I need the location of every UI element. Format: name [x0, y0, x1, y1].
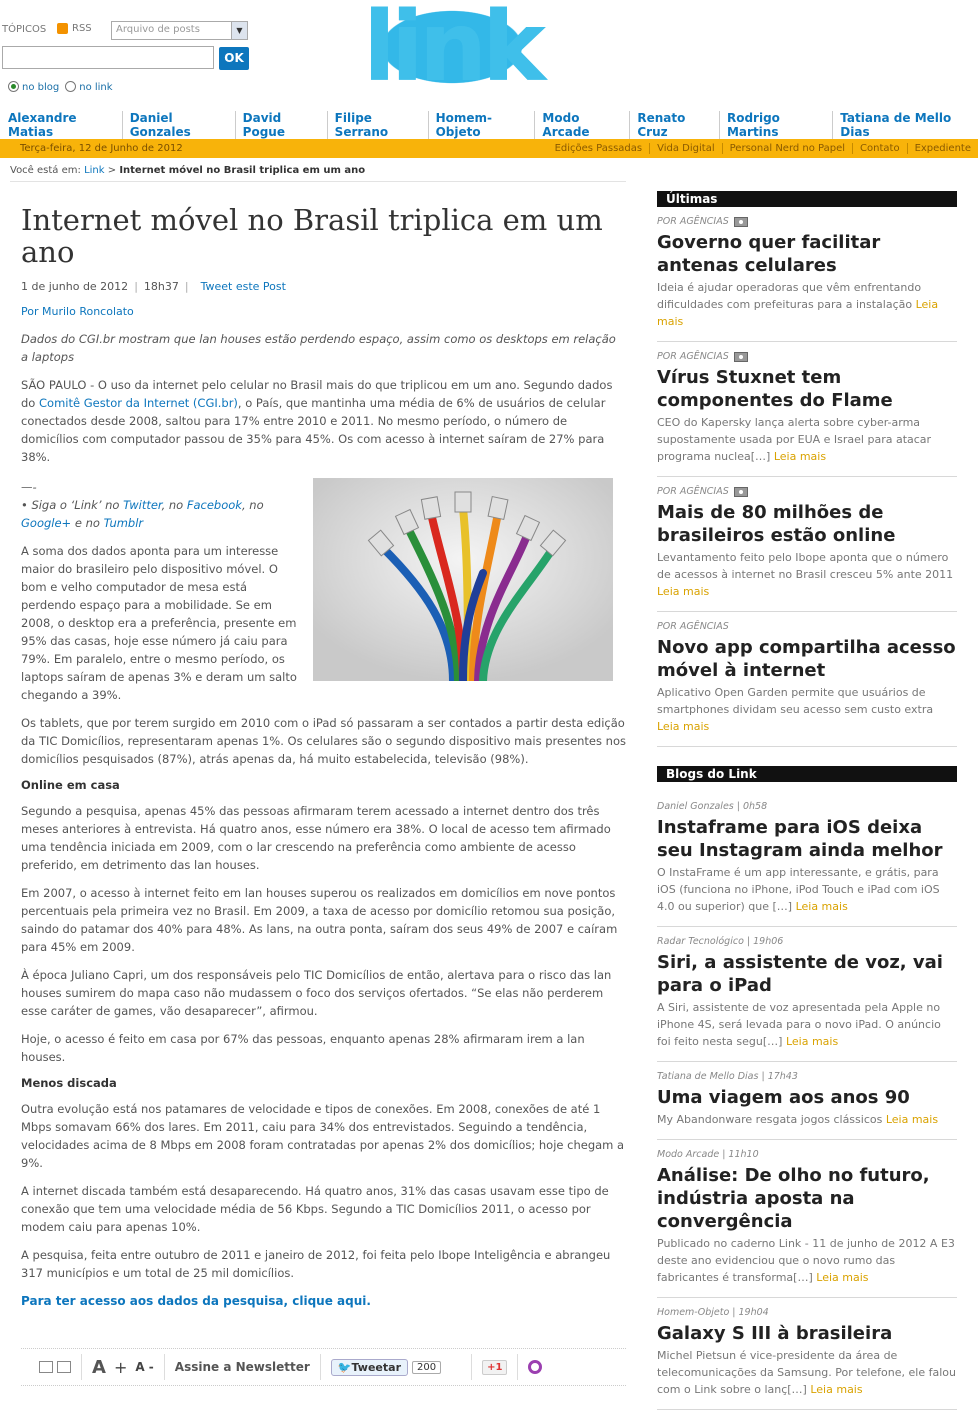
item-description-text: CEO do Kapersky lança alerta sobre cyber-arma supostamente usada por EUA e Israel para atacar programa nuclea[…]	[657, 416, 932, 463]
nav-item[interactable]: Modo Arcade	[534, 111, 629, 139]
tumblr-link[interactable]: Tumblr	[103, 516, 144, 530]
latest-heading: Últimas	[657, 191, 957, 207]
radio-no-blog[interactable]: no blog	[8, 81, 59, 93]
read-more-link[interactable]: Leia mais	[795, 900, 848, 913]
body-with-image	[21, 478, 626, 704]
item-description-text: A Siri, assistente de voz apresentada pela Apple no iPhone 4S, será levada para o novo iPad. O anúncio foi feito nesta segu[…]	[657, 1001, 941, 1048]
rss-link[interactable]: RSS	[57, 23, 92, 34]
paragraph: Em 2007, o acesso à internet feito em lan houses superou os realizados em domicílios em nove pontos percentuais pela primeira vez no Brasil. Em 2009, a taxa de acesso por domicílio retomou sua posição, saindo do patamar dos 40% para 48%. As lans, na outra ponta, saíram dos seus 49% de 2007 e caíram para 45% em 2009.	[21, 886, 618, 954]
item-source-text: Modo Arcade | 11h10	[657, 1149, 759, 1160]
item-description	[657, 279, 957, 330]
page-title: Internet móvel no Brasil triplica em um ano	[21, 203, 603, 269]
paragraph: Segundo a pesquisa, apenas 45% das pessoas afirmaram terem acessado a internet dentro dos três meses anteriores à entrevista. Há quatro anos, esse número era 38%. O local de acesso tem afirmado uma tendência iniciada em 2009, com o lar crescendo na preferência como ambiente de acesso preferido, em detrimento das lan houses.	[21, 804, 611, 872]
item-title[interactable]: Novo app compartilha acesso móvel à internet	[657, 637, 956, 681]
font-decrease-button[interactable]: A -	[135, 1360, 154, 1374]
item-description-text: My Abandonware resgata jogos clássicos	[657, 1113, 883, 1126]
nav-item[interactable]: Tatiana de Mello Dias	[832, 111, 978, 139]
read-more-link[interactable]: Leia mais	[785, 1035, 839, 1048]
item-source	[657, 1307, 957, 1318]
facebook-link[interactable]: Facebook	[186, 498, 242, 512]
search-ok-button[interactable]: OK	[219, 47, 249, 70]
plus-icon[interactable]: +	[113, 1357, 128, 1377]
item-description	[657, 999, 957, 1050]
item-source-text: Radar Tecnológico | 19h06	[657, 936, 784, 947]
paragraph: A soma dos dados aponta para um interesse maior do brasileiro pelo dispositivo móvel. O bom e velho computador de mesa está perdendo espaço para a mobilidade. Se em 2008, o desktop era a preferência, presente em 95% das casas, hoje esse número já caiu para 79%. Em paralelo, entre o mesmo período, os laptops saíram de apenas 3% e deram um salto chegando a 39%.	[21, 544, 297, 702]
survey-data-link[interactable]: Para ter acesso aos dados da pesquisa, clique aqui.	[21, 1294, 371, 1308]
paragraph: Outra evolução está nos patamares de velocidade e tipos de conexões. Em 2008, conexões de até 1 Mbps somavam 66% dos lares. Em 2011, caiu para 34% dos entrevistados. Seguindo a tendência, velocidades acima de 8 Mbps em 2008 foram contratadas por apenas 2% dos domicílios; hoje chegam a 9%.	[21, 1102, 625, 1170]
item-description-text: Levantamento feito pelo Ibope aponta que o número de acessos à internet no Brasil cresceu 5% ante 2011	[657, 551, 954, 581]
item-source	[657, 621, 957, 632]
item-title[interactable]: Uma viagem aos anos 90	[657, 1087, 910, 1108]
blog-nav	[0, 111, 978, 139]
article-lead: Dados do CGI.br mostram que lan houses estão perdendo espaço, assim como os desktops em relação a laptops	[21, 332, 616, 364]
paragraph: SÃO PAULO - O uso da internet pelo celular no Brasil mais do que triplicou em um ano. Segundo dados do Comitê Gestor da Internet (CGI.br), o País, que mantinha uma média de 6% de usuários de celular conectados desde 2008, saltou para 17% entre 2010 e 2011. No mesmo período, o número de domicílios com computador passou de 35% para 45%. Os com acesso à internet saíram de 27% para 38%.	[21, 378, 613, 464]
item-source-text: POR AGÊNCIAS	[657, 216, 729, 227]
archive-select[interactable]: Arquivo de posts ▼	[111, 21, 248, 40]
paragraph: Hoje, o acesso é feito em casa por 67% das pessoas, enquanto apenas 28% afirmaram irem a lan houses.	[21, 1032, 585, 1064]
item-source-text: POR AGÊNCIAS	[657, 351, 729, 362]
breadcrumb-link[interactable]: Link	[84, 165, 105, 176]
read-more-link[interactable]: Leia mais	[810, 1383, 863, 1396]
item-description-text: Publicado no caderno Link - 11 de junho de 2012 A E3 deste ano evidenciou que o novo rumo das fabricantes é transforma[…]	[657, 1237, 955, 1284]
item-source	[657, 486, 957, 497]
item-source	[657, 351, 957, 362]
item-description-text: Aplicativo Open Garden permite que usuários de smartphones dividam seu acesso sem custo extra	[657, 686, 934, 716]
search-scope	[8, 81, 113, 93]
date-bar	[0, 139, 978, 158]
nav-item[interactable]: Daniel Gonzales	[122, 111, 235, 139]
item-source	[657, 936, 957, 947]
read-more-link[interactable]: Leia mais	[816, 1271, 869, 1284]
paragraph: Os tablets, que por terem surgido em 2010 com o iPad só passaram a ser contados a partir desta edição da TIC Domicílios, representaram apenas 1%. Os celulares são o segundo dispositivo mais presentes nos domicílios pesquisados (87%), atrás apenas da, há muito estabelecida, televisão (98%).	[21, 716, 626, 766]
read-more-link[interactable]: Leia mais	[657, 298, 939, 328]
item-source-text: Tatiana de Mello Dias | 17h43	[657, 1071, 798, 1082]
sidebar-item	[657, 1298, 957, 1410]
topics-link[interactable]: TÓPICOS	[2, 24, 47, 35]
paragraph: A pesquisa, feita entre outubro de 2011 e janeiro de 2012, foi feita pelo Ibope Inteligência e abrangeu 317 municípios e um total de 25 mil domicílios.	[21, 1248, 611, 1280]
newsletter-link[interactable]: Assine a Newsletter	[174, 1360, 310, 1374]
blogs-list	[657, 792, 957, 1410]
top-link[interactable]: Contato	[852, 143, 907, 154]
google-plus-link[interactable]: Google+	[21, 516, 72, 530]
breadcrumb-current: Internet móvel no Brasil triplica em um ano	[119, 165, 366, 176]
nav-item[interactable]: Renato Cruz	[629, 111, 719, 139]
follow-links: —- • Siga o ‘Link’ no Twitter, no Facebook, no Google+ e no Tumblr	[21, 480, 264, 530]
font-increase-button[interactable]: A	[92, 1356, 106, 1378]
sidebar-item	[657, 792, 957, 927]
nav-item[interactable]: Rodrigo Martins	[719, 111, 832, 139]
item-source	[657, 216, 957, 227]
nav-item[interactable]: Alexandre Matias	[8, 111, 77, 139]
item-description	[657, 414, 957, 465]
search-input[interactable]	[2, 46, 214, 69]
rss-icon	[57, 23, 68, 34]
item-source	[657, 1149, 957, 1160]
twitter-icon: 🐦	[337, 1360, 352, 1374]
tweet-count: 200	[412, 1361, 441, 1374]
item-title[interactable]: Vírus Stuxnet tem componentes do Flame	[657, 367, 893, 411]
item-description	[657, 1111, 957, 1128]
sidebar-item	[657, 342, 957, 477]
sidebar	[657, 191, 957, 1410]
nav-item[interactable]: Filipe Serrano	[327, 111, 428, 139]
top-link[interactable]: Edições Passadas	[554, 143, 643, 154]
item-source-text: Daniel Gonzales | 0h58	[657, 801, 768, 812]
item-source-text: POR AGÊNCIAS	[657, 621, 729, 632]
orkut-icon[interactable]	[528, 1360, 542, 1374]
google-plus-one-button[interactable]: +1	[482, 1360, 507, 1375]
item-source	[657, 801, 957, 812]
item-description	[657, 549, 957, 600]
item-description	[657, 1235, 957, 1286]
top-links	[548, 143, 978, 154]
post-meta: 1 de junho de 2012 | 18h37 | Tweet este Post	[21, 280, 286, 293]
sidebar-item	[657, 1140, 957, 1298]
section-heading: Online em casa	[21, 778, 120, 792]
tweet-post-link[interactable]: Tweet este Post	[200, 280, 286, 293]
chevron-down-icon: ▼	[231, 22, 247, 39]
header	[0, 0, 978, 112]
camera-icon	[734, 217, 748, 227]
read-more-link[interactable]: Leia mais	[773, 450, 827, 463]
item-title[interactable]: Instaframe para iOS deixa seu Instagram ainda melhor	[657, 817, 943, 861]
sidebar-item	[657, 477, 957, 612]
blogs-heading: Blogs do Link	[657, 766, 957, 782]
breadcrumb: Você está em: Link > Internet móvel no Brasil triplica em um ano	[10, 165, 366, 176]
item-description-text: Ideia é ajudar operadoras que vêm enfrentando dificuldades com prefeituras para a instalação	[657, 281, 922, 311]
tweet-button[interactable]: 🐦Tweetar	[331, 1359, 408, 1376]
sidebar-item	[657, 1062, 957, 1140]
item-source-text: Homem-Objeto | 19h04	[657, 1307, 769, 1318]
item-description-text: O InstaFrame é um app interessante, e grátis, para iOS (funciona no iPhone, iPod Touch e iPad com iOS 4.0 ou superior) que […]	[657, 866, 940, 913]
top-link[interactable]: Vida Digital	[649, 143, 722, 154]
nav-item[interactable]: David Pogue	[235, 111, 327, 139]
read-more-link[interactable]: Leia mais	[657, 720, 710, 733]
paragraph: A internet discada também está desaparecendo. Há quatro anos, 31% das casas usavam esse tipo de conexão que tem uma velocidade média de 56 Kbps. Segundo a TIC Domicílios 2011, o acesso por modem caiu para apenas 10%.	[21, 1184, 609, 1234]
divider	[10, 181, 626, 182]
item-title[interactable]: Siri, a assistente de voz, vai para o iPad	[657, 952, 943, 996]
byline[interactable]: Por Murilo Roncolato	[21, 305, 134, 318]
item-title[interactable]: Governo quer facilitar antenas celulares	[657, 232, 881, 276]
network-cables-image	[313, 478, 613, 681]
read-more-link[interactable]: Leia mais	[885, 1113, 939, 1126]
section-heading: Menos discada	[21, 1076, 117, 1090]
camera-icon	[734, 352, 748, 362]
site-logo[interactable]: link	[363, 0, 541, 103]
article	[21, 204, 626, 1308]
sidebar-item	[657, 207, 957, 342]
top-link[interactable]: Personal Nerd no Papel	[722, 143, 852, 154]
item-title[interactable]: Análise: De olho no futuro, indústria aposta na convergência	[657, 1165, 930, 1232]
item-description	[657, 684, 957, 735]
item-title[interactable]: Mais de 80 milhões de brasileiros estão online	[657, 502, 896, 546]
camera-icon	[734, 487, 748, 497]
sidebar-item	[657, 612, 957, 747]
share-toolbar	[21, 1348, 626, 1386]
item-description-text: Michel Pietsun é vice-presidente da área de telecomunicações da Samsung. Por telefone, ele falou com o Link sobre o lanç[…]	[657, 1349, 956, 1396]
current-date: Terça-feira, 12 de Junho de 2012	[20, 143, 183, 154]
item-source-text: POR AGÊNCIAS	[657, 486, 729, 497]
email-icon[interactable]	[57, 1361, 71, 1373]
item-title[interactable]: Galaxy S III à brasileira	[657, 1323, 893, 1344]
top-link[interactable]: Expediente	[907, 143, 978, 154]
paragraph: À época Juliano Capri, um dos responsáveis pelo TIC Domicílios de então, alertava para o risco das lan houses sumirem do mapa caso não mudassem o foco dos serviços ofertados. “Se elas não perderem esse caráter de games, vão desaparecer”, afirmou.	[21, 968, 612, 1018]
item-description	[657, 864, 957, 915]
cgi-link[interactable]: Comitê Gestor da Internet (CGI.br)	[39, 396, 238, 410]
latest-list	[657, 207, 957, 747]
item-source	[657, 1071, 957, 1082]
radio-no-link[interactable]: no link	[65, 81, 112, 93]
item-description	[657, 1347, 957, 1398]
sidebar-item	[657, 927, 957, 1062]
nav-item[interactable]: Homem-Objeto	[428, 111, 535, 139]
read-more-link[interactable]: Leia mais	[657, 585, 710, 598]
print-icon[interactable]	[39, 1361, 53, 1373]
twitter-link[interactable]: Twitter	[123, 498, 162, 512]
